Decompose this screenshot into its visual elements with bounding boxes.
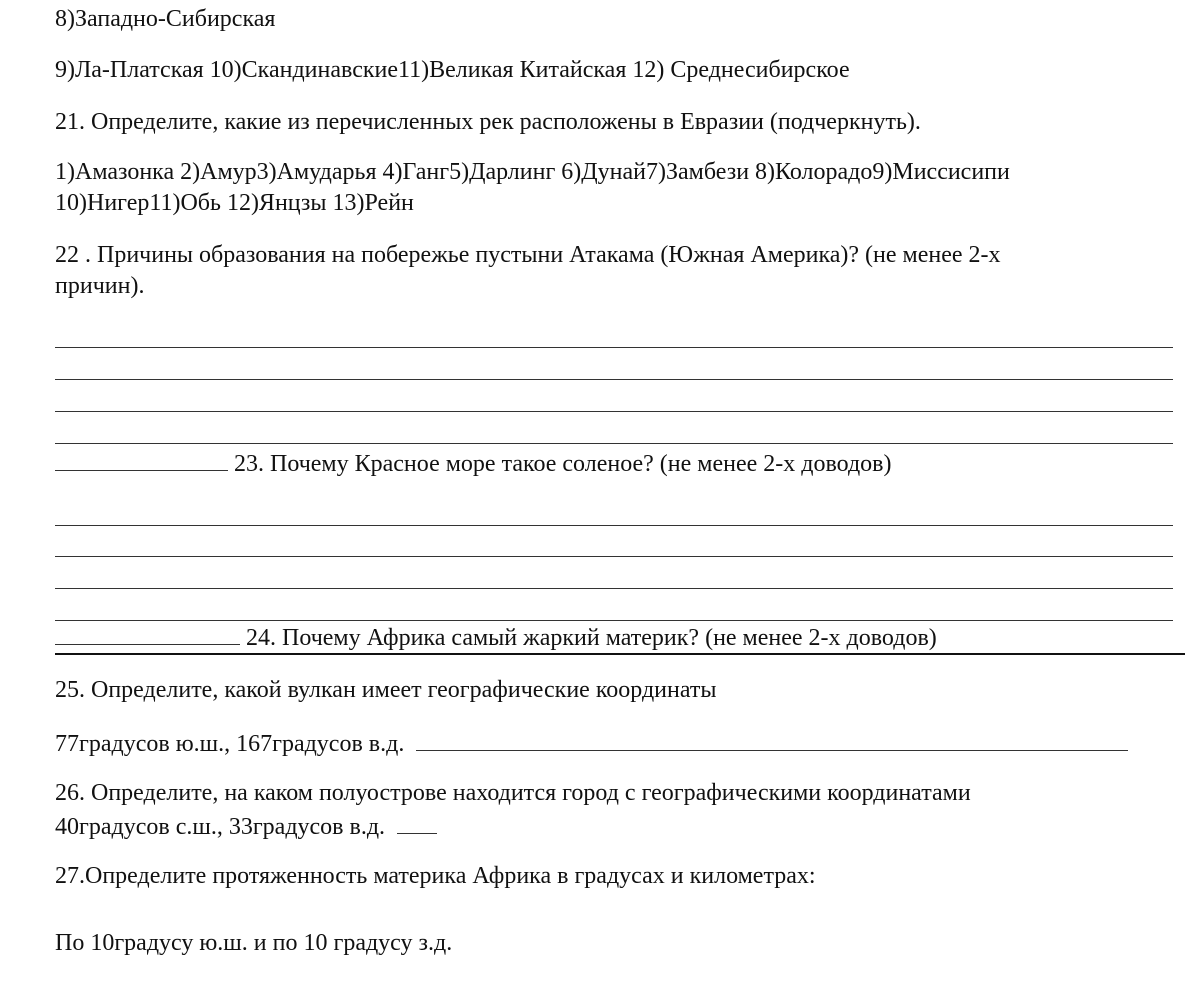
question-26: 26. Определите, на каком полуострове находится город с географическими координатами bbox=[55, 780, 971, 806]
list-item-west-siberian: 8)Западно-Сибирская bbox=[55, 6, 276, 32]
question-22: 22 . Причины образования на побережье пустыни Атакама (Южная Америка)? (не менее 2-х bbox=[55, 242, 1001, 268]
divider bbox=[55, 653, 1185, 655]
answer-line[interactable] bbox=[55, 411, 1173, 412]
question-25-coords-row bbox=[55, 728, 1128, 760]
answer-blank[interactable] bbox=[416, 728, 1128, 751]
question-25: 25. Определите, какой вулкан имеет географические координаты bbox=[55, 677, 717, 703]
answer-line[interactable] bbox=[55, 620, 1173, 621]
question-27-detail: По 10градусу ю.ш. и по 10 градусу з.д. bbox=[55, 930, 453, 956]
rivers-list-1: 1)Амазонка 2)Амур3)Амударья 4)Ганг5)Дарлинг 6)Дунай7)Замбези 8)Колорадо9)Миссисипи bbox=[55, 159, 1010, 185]
list-items-9-12: 9)Ла-Платская 10)Скандинавские11)Великая Китайская 12) Среднесибирское bbox=[55, 57, 850, 83]
answer-line[interactable] bbox=[55, 556, 1173, 557]
answer-blank[interactable] bbox=[55, 622, 240, 645]
answer-blank[interactable] bbox=[397, 811, 437, 834]
question-25-coords: 77градусов ю.ш., 167градусов в.д. bbox=[55, 731, 405, 757]
question-27: 27.Определите протяженность материка Африка в градусах и километрах: bbox=[55, 863, 816, 889]
question-22-cont: причин). bbox=[55, 273, 145, 299]
question-23: 23. Почему Красное море такое соленое? (не менее 2-х доводов) bbox=[234, 451, 892, 477]
answer-line[interactable] bbox=[55, 525, 1173, 526]
answer-line[interactable] bbox=[55, 347, 1173, 348]
question-21: 21. Определите, какие из перечисленных рек расположены в Евразии (подчеркнуть). bbox=[55, 109, 921, 135]
rivers-list-2: 10)Нигер11)Обь 12)Янцзы 13)Рейн bbox=[55, 190, 414, 216]
question-24: 24. Почему Африка самый жаркий материк? (не менее 2-х доводов) bbox=[246, 625, 937, 651]
answer-line[interactable] bbox=[55, 588, 1173, 589]
answer-line[interactable] bbox=[55, 379, 1173, 380]
question-26-coords: 40градусов с.ш., 33градусов в.д. bbox=[55, 814, 386, 840]
answer-line[interactable] bbox=[55, 443, 1173, 444]
question-23-row bbox=[55, 448, 891, 480]
answer-blank[interactable] bbox=[55, 448, 228, 471]
question-26-coords-row bbox=[55, 811, 437, 843]
question-24-row bbox=[55, 622, 937, 654]
